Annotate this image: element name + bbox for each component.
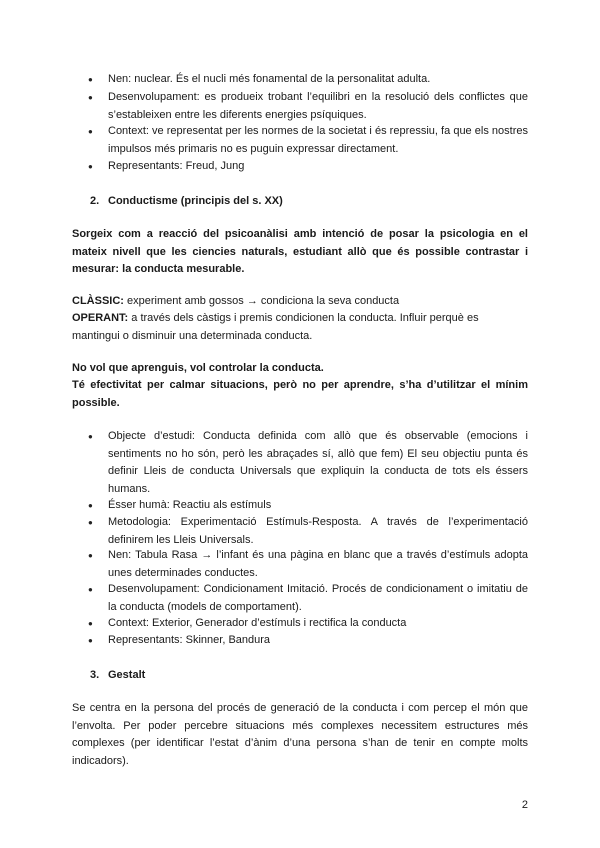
gestalt-intro: Se centra en la persona del procés de generació de la conducta i com percep el món que l’envolta. Per poder percebre situacions més complexes necessitem estructures més complexes (per identificar l’estat d’ànim d’una persona s’han de tenir en compte molts indicadors).	[72, 702, 528, 767]
section-heading-conductisme	[90, 193, 283, 211]
page-number: 2	[521, 799, 528, 811]
section-title: Gestalt	[108, 669, 146, 681]
list-item: ● Ésser humà: Reactiu als estímuls	[108, 497, 528, 515]
classic-label: CLÀSSIC:	[72, 295, 124, 307]
list-item: ● Desenvolupament: Condicionament Imitació. Procés de condicionament o imitatiu de la conducta (models de comportament).	[108, 581, 528, 616]
section-number: 2.	[90, 195, 100, 207]
list-item: ● Representants: Freud, Jung	[108, 158, 528, 176]
section-number: 3.	[90, 669, 100, 681]
list-item: ● Metodologia: Experimentació Estímuls-Resposta. A través de l’experimentació definirem les Lleis Universals.	[108, 514, 528, 549]
classic-text: experiment amb gossos → condiciona la seva conducta	[123, 295, 400, 307]
note-control: No vol que aprenguis, vol controlar la conducta.	[72, 362, 324, 374]
operant-label: OPERANT:	[72, 312, 129, 324]
list-item: ● Representants: Skinner, Bandura	[108, 632, 528, 650]
list-item: ● Objecte d’estudi: Conducta definida com allò que és observable (emocions i sentiments no ho són, però les abraçades sí, allò que fem) El seu objectiu punta és definir Lleis de conducta Universals que expliquin la conducta de tots els éssers humans.	[108, 428, 528, 498]
operant-paragraph	[72, 310, 528, 345]
list-item: ● Nen: nuclear. És el nucli més fonamental de la personalitat adulta.	[108, 71, 528, 89]
conductisme-intro: Sorgeix com a reacció del psicoanàlisi amb intenció de posar la psicologia en el mateix nivell que les ciencies naturals, estudiant allò que és possible contrastar i mesurar: la conducta mesurable.	[72, 228, 528, 275]
list-item: ● Desenvolupament: es produeix trobant l’equilibri en la resolució dels conflictes que s’estableixen entre les diferents energies psíquiques.	[108, 89, 528, 124]
note-efectivitat: Té efectivitat per calmar situacions, però no per aprendre, s’ha d’utilitzar el mínim possible.	[72, 379, 528, 409]
operant-text: a través dels càstigs i premis condicionen la conducta. Influir perquè es mantingui o disminuir una determinada conducta.	[72, 312, 479, 342]
list-item: ● Context: ve representat per les normes de la societat i és repressiu, fa que els nostres impulsos més primaris no es puguin expressar directament.	[108, 123, 528, 158]
list-item: ● Context: Exterior, Generador d’estímuls i rectifica la conducta	[108, 615, 528, 633]
classic-paragraph	[72, 293, 528, 311]
section-heading-gestalt	[90, 667, 145, 685]
section-title: Conductisme (principis del s. XX)	[108, 195, 283, 207]
list-item: ● Nen: Tabula Rasa → l’infant és una pàgina en blanc que a través d’estímuls adopta unes determinades conductes.	[108, 547, 528, 582]
